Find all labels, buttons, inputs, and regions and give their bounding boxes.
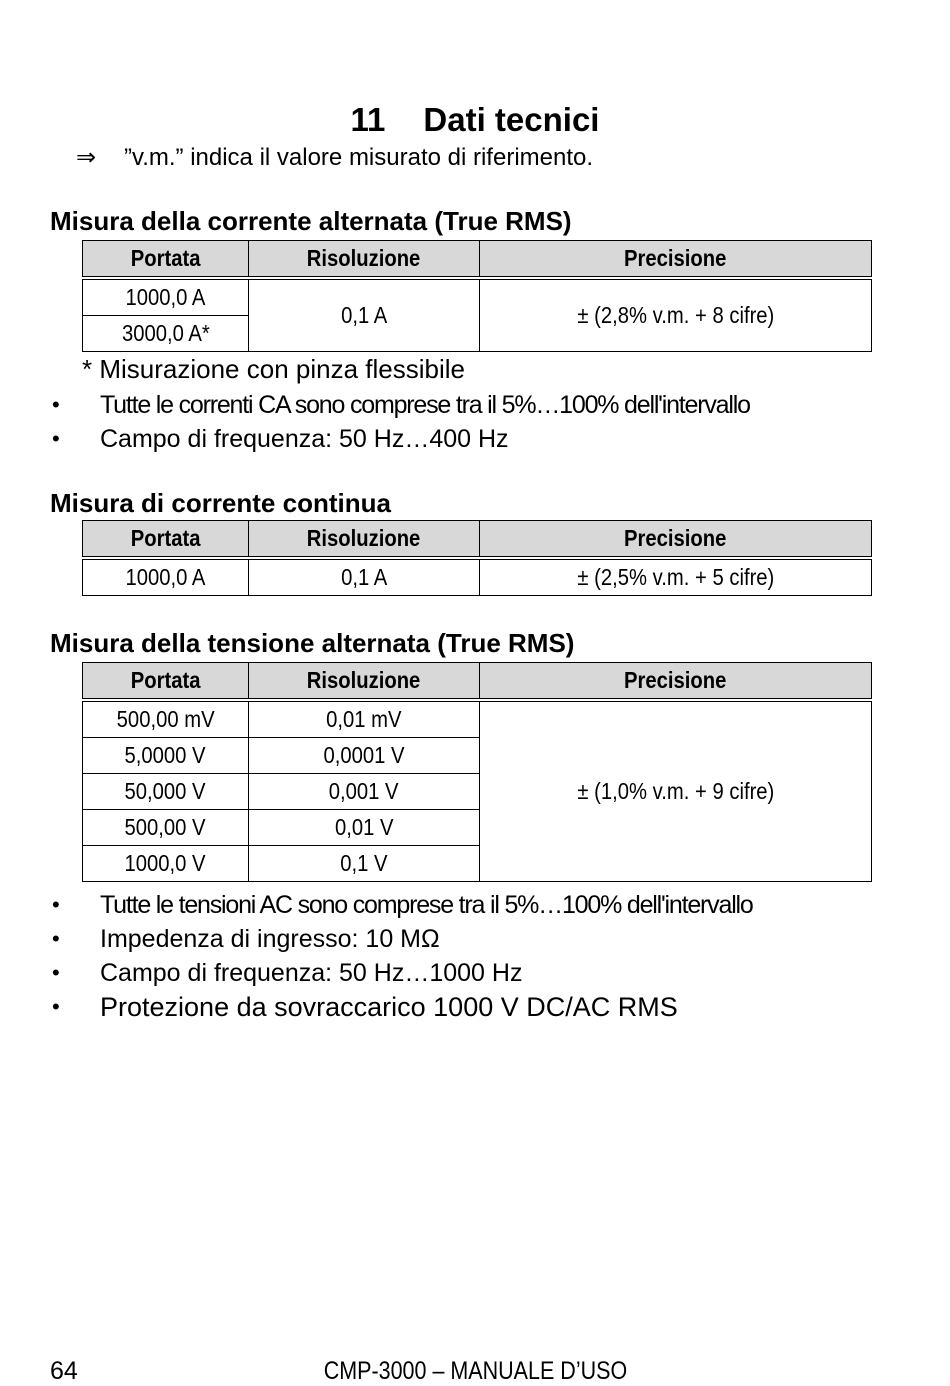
chapter-title — [0, 98, 950, 142]
resolution-cell: 0,1 V — [249, 846, 480, 882]
range-cell: 500,00 V — [83, 810, 249, 846]
accuracy-cell: ± (2,8% v.m. + 8 cifre) — [480, 278, 872, 352]
list-item: • Campo di frequenza: 50 Hz…1000 Hz — [50, 956, 930, 990]
chapter-number: 11 — [350, 101, 386, 139]
resolution-cell: 0,001 V — [249, 774, 480, 810]
footer-title: CMP-3000 – MANUALE D’USO — [323, 1357, 627, 1385]
header-accuracy: Precisione — [480, 521, 872, 559]
resolution-cell: 0,0001 V — [249, 738, 480, 774]
list-item: • Impedenza di ingresso: 10 MΩ — [50, 922, 930, 956]
table-header-row — [83, 241, 872, 279]
range-cell: 500,00 mV — [83, 700, 249, 738]
range-cell: 1000,0 V — [83, 846, 249, 882]
flex-clamp-footnote: * Misurazione con pinza flessibile — [82, 354, 465, 384]
implies-arrow-icon: ⇒ — [76, 144, 97, 171]
header-resolution: Risoluzione — [249, 521, 480, 559]
page-number: 64 — [50, 1357, 78, 1385]
chapter-title-text: Dati tecnici — [423, 101, 600, 139]
range-cell: 1000,0 A — [83, 278, 249, 316]
dc-current-table — [82, 520, 872, 596]
ac-voltage-notes — [50, 888, 930, 1024]
table-header-row — [83, 521, 872, 559]
range-cell: 5,0000 V — [83, 738, 249, 774]
ac-current-notes — [50, 388, 930, 456]
list-item: • Tutte le correnti CA sono comprese tra il 5%…100% dell'intervallo — [50, 388, 930, 422]
header-resolution: Risoluzione — [249, 663, 480, 701]
table-row — [83, 558, 872, 596]
resolution-cell: 0,1 A — [249, 278, 480, 352]
ac-voltage-table — [82, 662, 872, 882]
range-cell: 3000,0 A* — [83, 316, 249, 352]
table-row — [83, 278, 872, 316]
ac-voltage-title: Misura della tensione alternata (True RMS) — [50, 628, 575, 658]
header-range: Portata — [83, 663, 249, 701]
range-cell: 1000,0 A — [83, 558, 249, 596]
list-item: • Protezione da sovraccarico 1000 V DC/AC RMS — [50, 990, 930, 1024]
accuracy-cell: ± (2,5% v.m. + 5 cifre) — [480, 558, 872, 596]
header-resolution: Risoluzione — [249, 241, 480, 279]
resolution-cell: 0,1 A — [249, 558, 480, 596]
header-range: Portata — [83, 521, 249, 559]
ac-current-table — [82, 240, 872, 352]
resolution-cell: 0,01 V — [249, 810, 480, 846]
header-accuracy: Precisione — [480, 241, 872, 279]
resolution-cell: 0,01 mV — [249, 700, 480, 738]
table-row — [83, 700, 872, 738]
list-item: • Tutte le tensioni AC sono comprese tra il 5%…100% dell'intervallo — [50, 888, 930, 922]
reference-note-text: ”v.m.” indica il valore misurato di riferimento. — [124, 144, 594, 171]
accuracy-cell: ± (1,0% v.m. + 9 cifre) — [480, 700, 872, 882]
reference-note — [76, 142, 593, 174]
ac-current-title: Misura della corrente alternata (True RMS) — [50, 206, 572, 236]
dc-current-title: Misura di corrente continua — [50, 488, 391, 518]
header-range: Portata — [83, 241, 249, 279]
range-cell: 50,000 V — [83, 774, 249, 810]
list-item: • Campo di frequenza: 50 Hz…400 Hz — [50, 422, 930, 456]
header-accuracy: Precisione — [480, 663, 872, 701]
table-header-row — [83, 663, 872, 701]
